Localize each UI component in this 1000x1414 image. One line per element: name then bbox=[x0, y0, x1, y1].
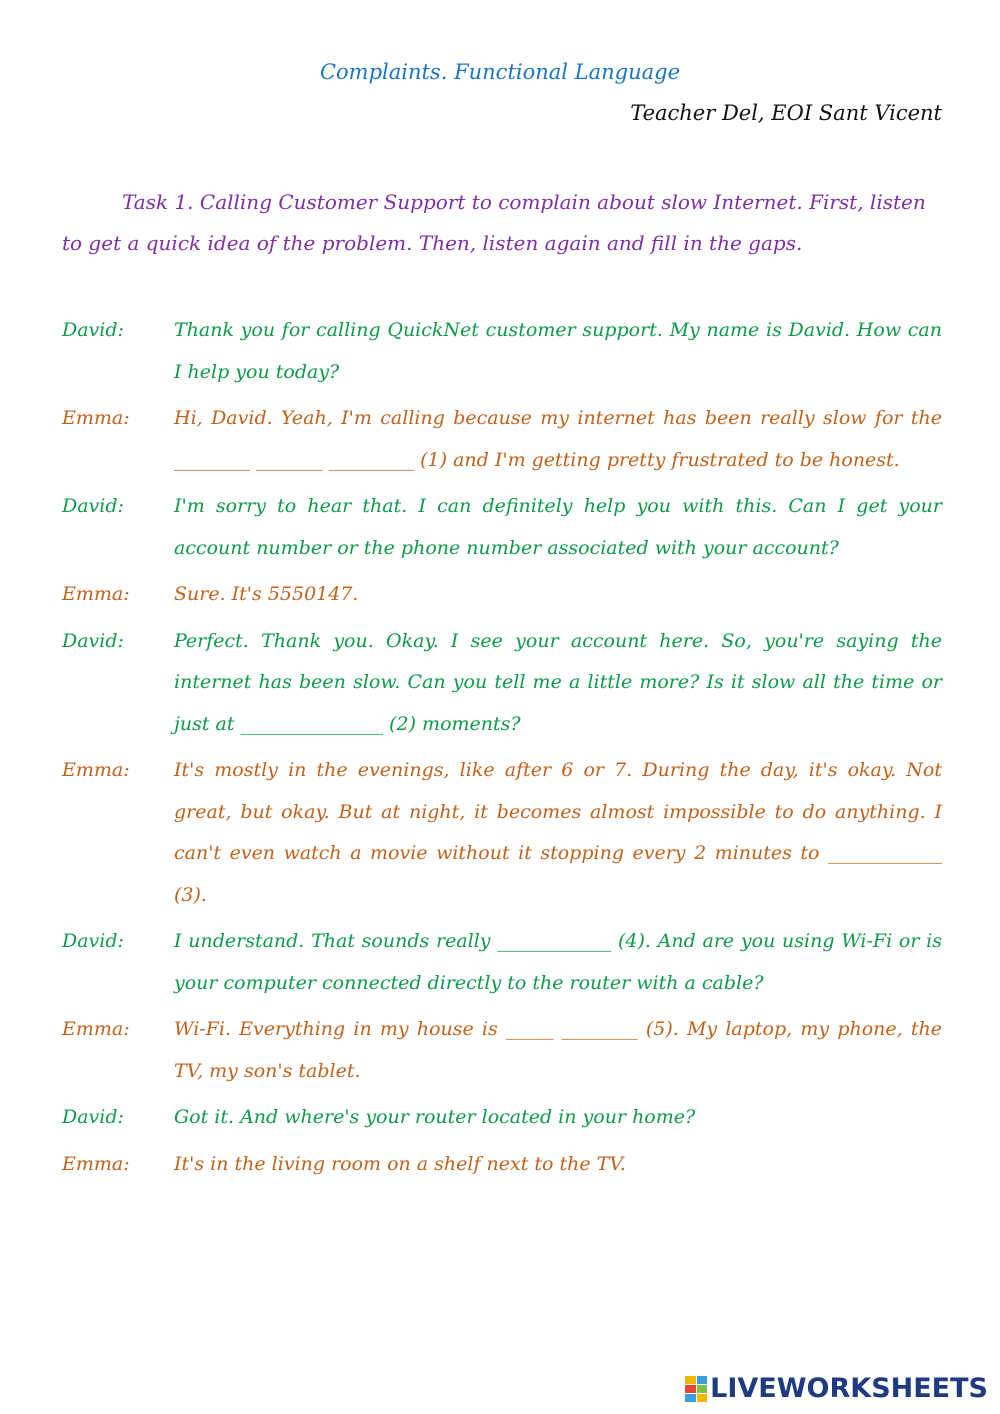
dialogue bbox=[62, 310, 942, 1190]
dialogue-turn bbox=[62, 621, 942, 746]
dialogue-turn bbox=[62, 398, 942, 481]
task-instruction: Task 1. Calling Customer Support to complain about slow Internet. First, listen to get a quick idea of the problem. Then, listen again and fill in the gaps. bbox=[62, 190, 926, 255]
dialogue-turn bbox=[62, 1144, 942, 1186]
logo-text: LIVEWORKSHEETS bbox=[710, 1373, 988, 1404]
speaker-label: Emma: bbox=[62, 759, 130, 781]
speech-text: Hi, David. Yeah, I'm calling because my internet has been really slow for the ________ _______ _________ (1) and I'm getting pretty frustrated to be honest. bbox=[174, 407, 942, 471]
dialogue-turn bbox=[62, 574, 942, 616]
dialogue-turn bbox=[62, 921, 942, 1004]
speech-text: I understand. That sounds really ____________ (4). And are you using Wi-Fi or is your computer connected directly to the router with a cable? bbox=[174, 930, 942, 994]
liveworksheets-logo-icon bbox=[685, 1376, 707, 1402]
speech-text: It's mostly in the evenings, like after 6 or 7. During the day, it's okay. Not great, but okay. But at night, it becomes almost impossible to do anything. I can't even watch a movie without it stopping every 2 minutes to ____________ (3). bbox=[174, 759, 942, 906]
speech-text: Thank you for calling QuickNet customer support. My name is David. How can I help you today? bbox=[174, 319, 942, 383]
speaker-label: Emma: bbox=[62, 407, 130, 429]
speaker-label: David: bbox=[62, 319, 124, 341]
dialogue-turn bbox=[62, 1097, 942, 1139]
speaker-label: David: bbox=[62, 1106, 124, 1128]
speaker-label: David: bbox=[62, 629, 124, 652]
dialogue-turn bbox=[62, 1009, 942, 1092]
page-title: Complaints. Functional Language bbox=[319, 60, 681, 84]
speaker-label: David: bbox=[62, 930, 124, 952]
speech-text: It's in the living room on a shelf next to the TV. bbox=[174, 1152, 626, 1175]
liveworksheets-logo[interactable] bbox=[685, 1373, 988, 1404]
speaker-label: David: bbox=[62, 495, 124, 517]
speech-text: Perfect. Thank you. Okay. I see your account here. So, you're saying the internet has been slow. Can you tell me a little more? Is it slow all the time or just at _______________ (2) moments? bbox=[174, 629, 942, 735]
speaker-label: Emma: bbox=[62, 583, 130, 605]
dialogue-turn bbox=[62, 486, 942, 569]
author-line: Teacher Del, EOI Sant Vicent bbox=[630, 101, 942, 125]
speaker-label: Emma: bbox=[62, 1152, 130, 1175]
speech-text: Wi-Fi. Everything in my house is _____ ________ (5). My laptop, my phone, the TV, my son's tablet. bbox=[174, 1018, 942, 1082]
dialogue-turn bbox=[62, 310, 942, 393]
dialogue-turn bbox=[62, 750, 942, 916]
speech-text: Got it. And where's your router located in your home? bbox=[174, 1106, 696, 1128]
speech-text: Sure. It's 5550147. bbox=[174, 583, 359, 605]
speech-text: I'm sorry to hear that. I can definitely help you with this. Can I get your account number or the phone number associated with your account? bbox=[174, 495, 942, 559]
speaker-label: Emma: bbox=[62, 1018, 130, 1040]
